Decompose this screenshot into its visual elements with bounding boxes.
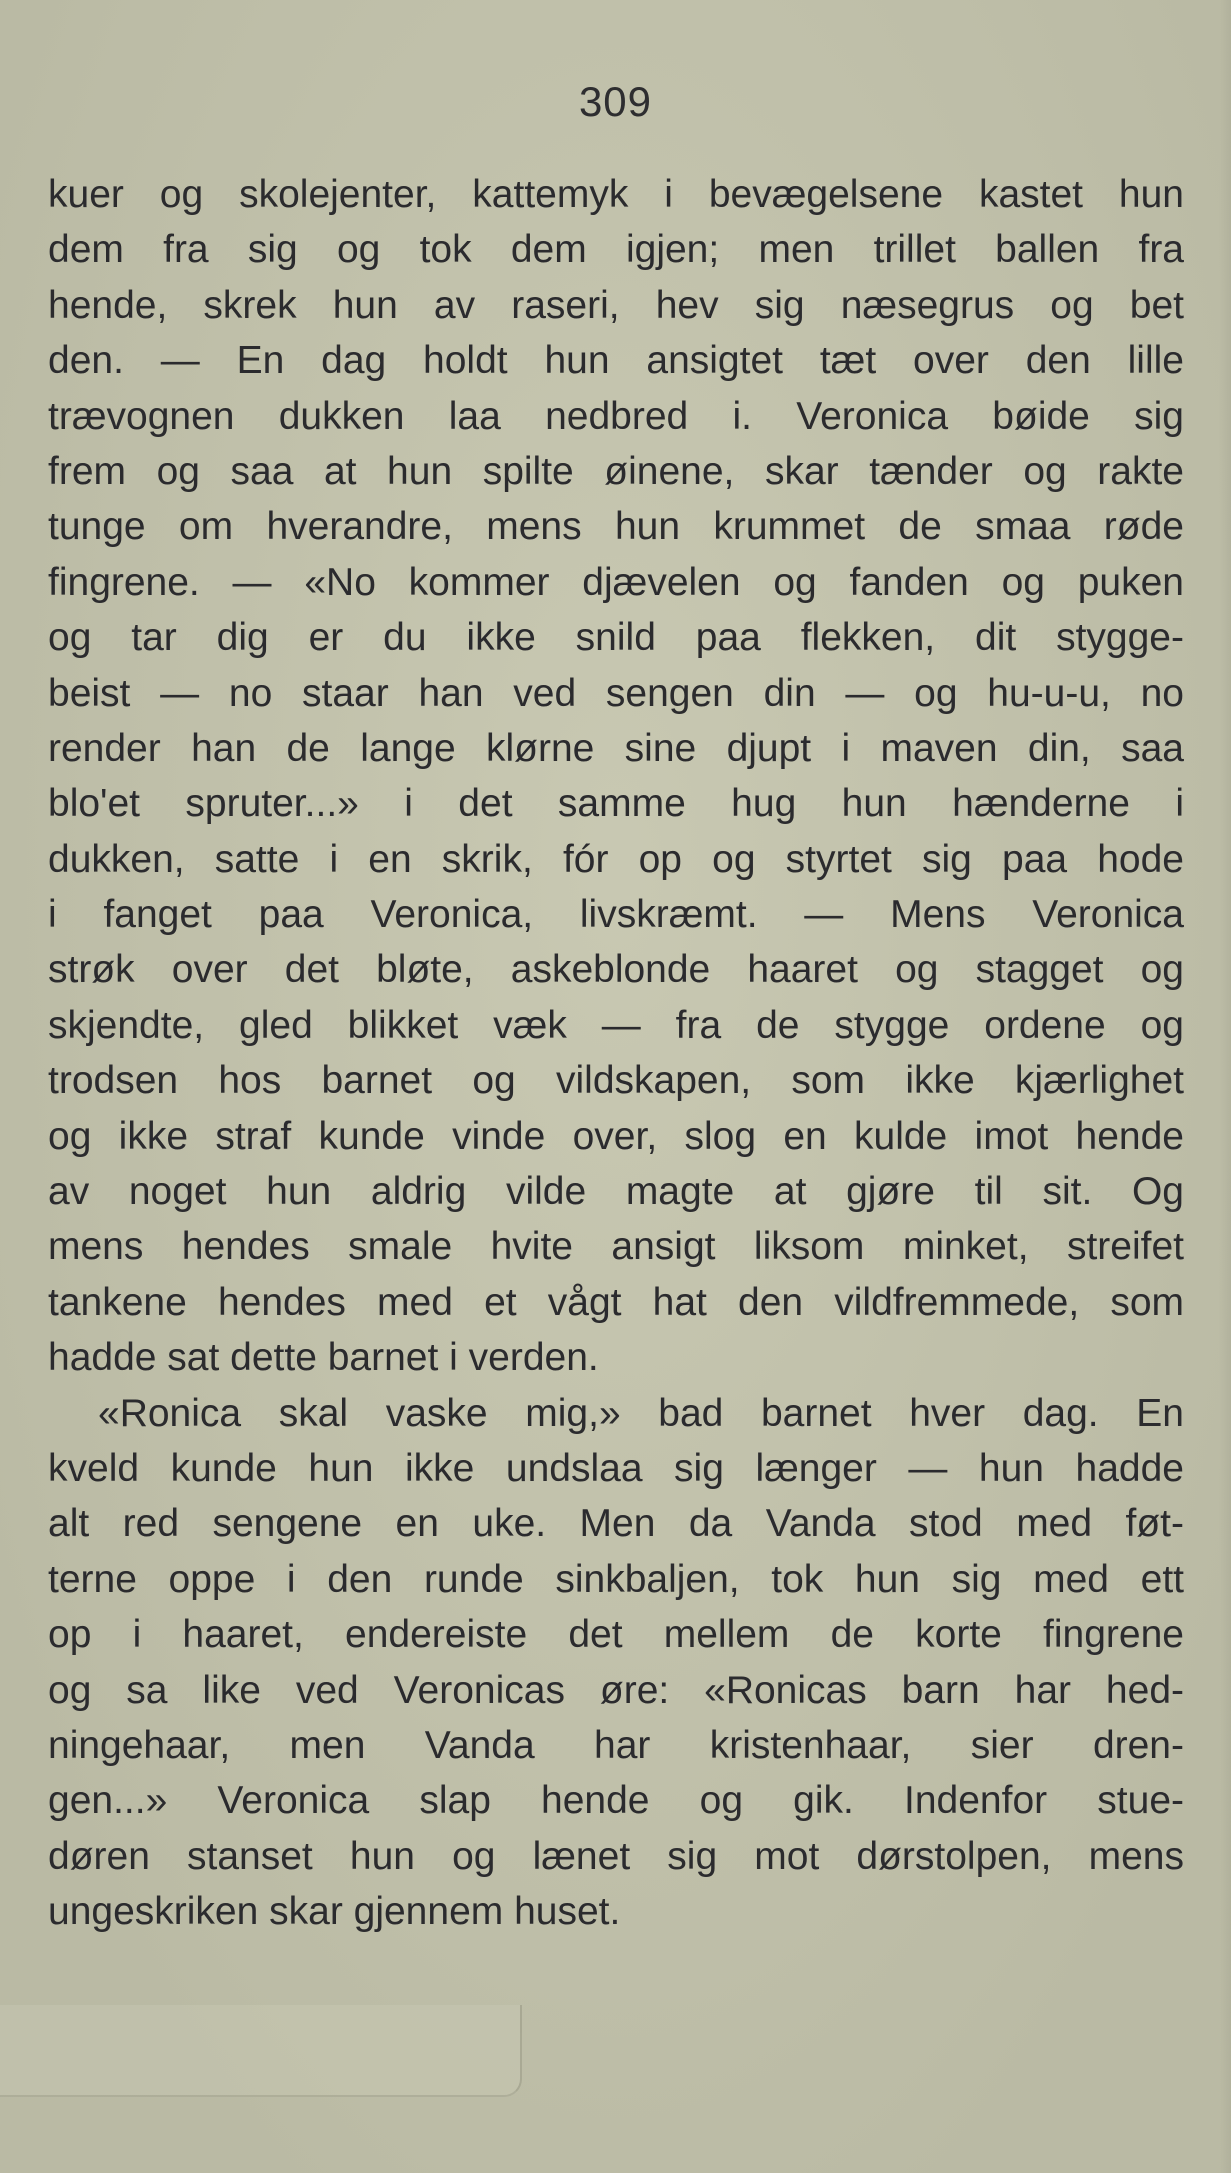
text-line: op i haaret, endereiste det mellem de korte fingrene (48, 1613, 1184, 1657)
text-line: skjendte, gled blikket væk — fra de stygge ordene og (48, 1003, 1184, 1047)
paragraph-2 (48, 1386, 1184, 1940)
text-line: dem fra sig og tok dem igjen; men trillet ballen fra (48, 228, 1184, 272)
text-line: gen...» Veronica slap hende og gik. Indenfor stue- (48, 1779, 1184, 1823)
paper-fold-mark (0, 2005, 522, 2097)
text-line: terne oppe i den runde sinkbaljen, tok hun sig med ett (48, 1557, 1184, 1601)
text-line: render han de lange klørne sine djupt i maven din, saa (48, 726, 1184, 770)
text-line: fingrene. — «No kommer djævelen og fanden og puken (48, 560, 1184, 604)
paragraph-1 (48, 167, 1184, 1386)
text-line: beist — no staar han ved sengen din — og hu-u-u, no (48, 671, 1184, 715)
text-line: blo'et spruter...» i det samme hug hun hænderne i (48, 782, 1184, 826)
body-text (48, 167, 1184, 1940)
text-line: kuer og skolejenter, kattemyk i bevægelsene kastet hun (48, 173, 1184, 216)
text-line: og sa like ved Veronicas øre: «Ronicas barn har hed- (48, 1668, 1184, 1712)
text-line: av noget hun aldrig vilde magte at gjøre til sit. Og (48, 1170, 1184, 1214)
text-line: og ikke straf kunde vinde over, slog en kulde imot hende (48, 1114, 1184, 1158)
text-line: ungeskriken skar gjennem huset. (48, 1890, 621, 1934)
text-line: hadde sat dette barnet i verden. (48, 1336, 599, 1380)
text-line: mens hendes smale hvite ansigt liksom minket, streifet (48, 1225, 1184, 1269)
text-line: hende, skrek hun av raseri, hev sig næsegrus og bet (48, 283, 1184, 327)
text-line: trævognen dukken laa nedbred i. Veronica bøide sig (48, 394, 1184, 438)
text-line: den. — En dag holdt hun ansigtet tæt over den lille (48, 339, 1184, 383)
text-line: og tar dig er du ikke snild paa flekken, dit stygge- (48, 616, 1184, 660)
page-number: 309 (578, 78, 653, 125)
text-line: døren stanset hun og lænet sig mot dørstolpen, mens (48, 1834, 1184, 1878)
text-line: dukken, satte i en skrik, fór op og styrtet sig paa hode (48, 837, 1184, 881)
text-line: tunge om hverandre, mens hun krummet de smaa røde (48, 505, 1184, 549)
text-line: frem og saa at hun spilte øinene, skar tænder og rakte (48, 449, 1184, 493)
text-line: strøk over det bløte, askeblonde haaret og stagget og (48, 948, 1184, 992)
text-line: ningehaar, men Vanda har kristenhaar, sier dren- (48, 1723, 1184, 1767)
text-line: alt red sengene en uke. Men da Vanda stod med føt- (48, 1502, 1184, 1546)
text-line: tankene hendes med et vågt hat den vildfremmede, som (48, 1280, 1184, 1324)
text-line: trodsen hos barnet og vildskapen, som ikke kjærlighet (48, 1059, 1184, 1103)
text-line: «Ronica skal vaske mig,» bad barnet hver dag. En (98, 1391, 1184, 1435)
text-line: i fanget paa Veronica, livskræmt. — Mens Veronica (48, 893, 1184, 937)
page-edge-shadow (1219, 0, 1231, 2173)
text-line: kveld kunde hun ikke undslaa sig længer — hun hadde (48, 1446, 1184, 1490)
